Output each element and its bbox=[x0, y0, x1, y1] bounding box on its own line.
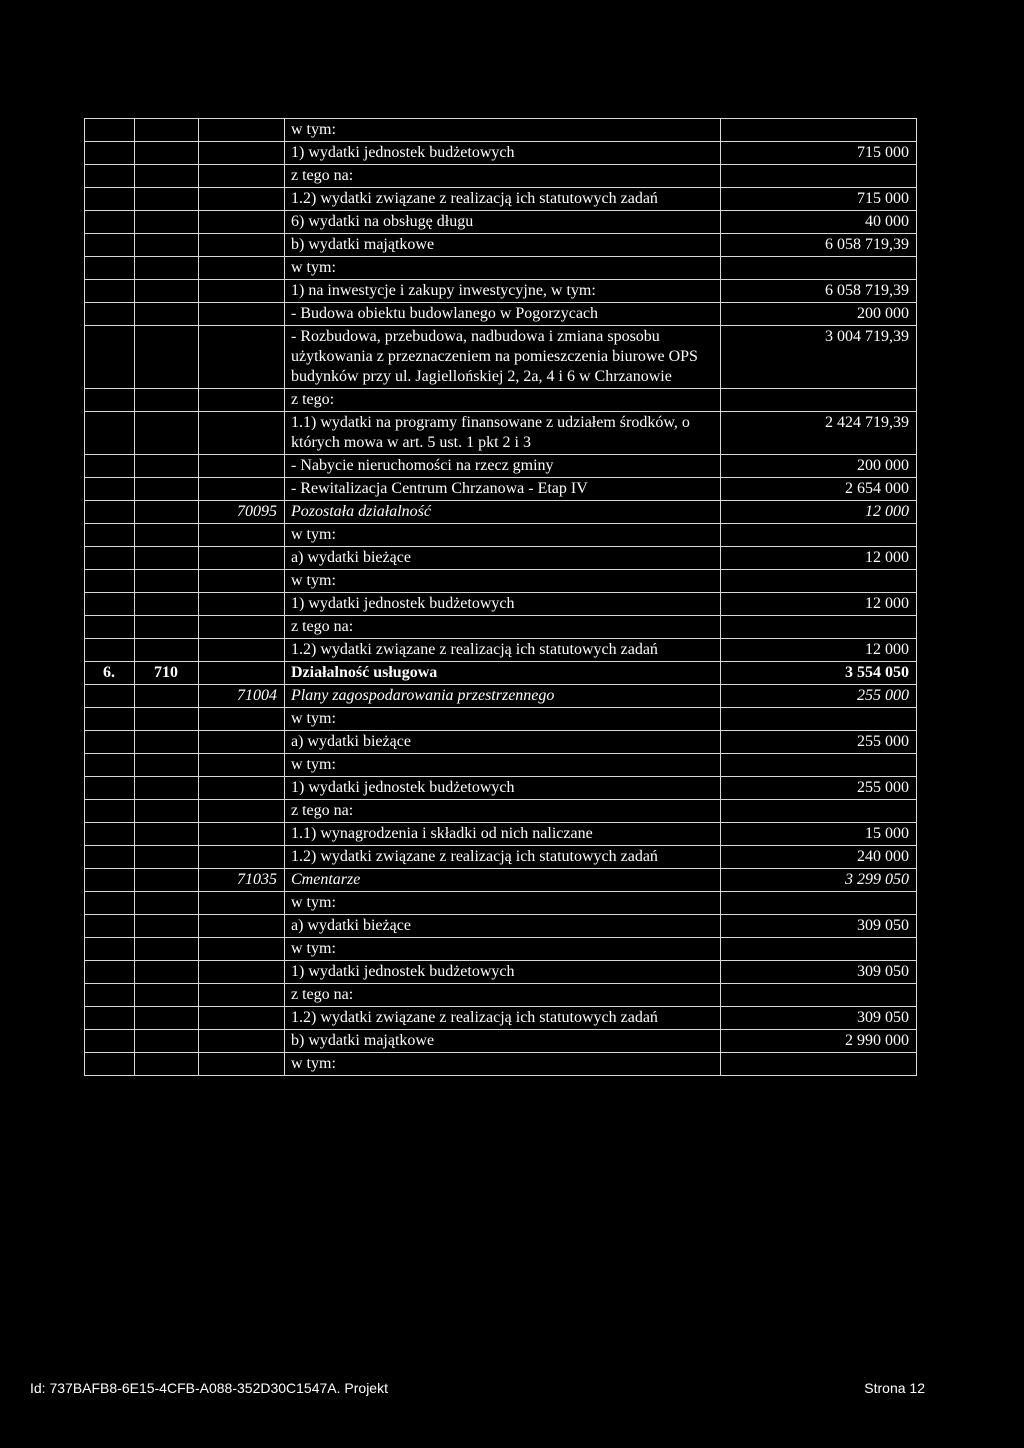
description-cell: Działalność usługowa bbox=[285, 662, 721, 685]
rozdzial-cell bbox=[199, 593, 285, 616]
table-row bbox=[85, 754, 917, 777]
description-cell: 1) wydatki jednostek budżetowych bbox=[285, 593, 721, 616]
rozdzial-cell bbox=[199, 616, 285, 639]
dzial-cell bbox=[135, 708, 199, 731]
table-row bbox=[85, 1007, 917, 1030]
description-cell: - Nabycie nieruchomości na rzecz gminy bbox=[285, 455, 721, 478]
dzial-cell bbox=[135, 892, 199, 915]
dzial-cell bbox=[135, 547, 199, 570]
lp-cell bbox=[85, 685, 135, 708]
dzial-cell bbox=[135, 639, 199, 662]
rozdzial-cell bbox=[199, 524, 285, 547]
amount-cell bbox=[721, 389, 917, 412]
description-cell: 1) wydatki jednostek budżetowych bbox=[285, 142, 721, 165]
amount-cell: 240 000 bbox=[721, 846, 917, 869]
table-row bbox=[85, 915, 917, 938]
dzial-cell bbox=[135, 326, 199, 389]
dzial-cell bbox=[135, 961, 199, 984]
table-row bbox=[85, 234, 917, 257]
rozdzial-cell bbox=[199, 800, 285, 823]
amount-cell bbox=[721, 524, 917, 547]
rozdzial-cell: 71004 bbox=[199, 685, 285, 708]
lp-cell bbox=[85, 234, 135, 257]
description-cell: - Rewitalizacja Centrum Chrzanowa - Etap IV bbox=[285, 478, 721, 501]
rozdzial-cell bbox=[199, 1053, 285, 1076]
lp-cell bbox=[85, 892, 135, 915]
dzial-cell bbox=[135, 1030, 199, 1053]
lp-cell bbox=[85, 846, 135, 869]
dzial-cell bbox=[135, 389, 199, 412]
rozdzial-cell bbox=[199, 412, 285, 455]
amount-cell bbox=[721, 938, 917, 961]
page-number: Strona 12 bbox=[864, 1380, 925, 1396]
dzial-cell bbox=[135, 1053, 199, 1076]
rozdzial-cell bbox=[199, 455, 285, 478]
description-cell: z tego na: bbox=[285, 984, 721, 1007]
dzial-cell bbox=[135, 616, 199, 639]
lp-cell bbox=[85, 984, 135, 1007]
table-row bbox=[85, 165, 917, 188]
amount-cell: 12 000 bbox=[721, 639, 917, 662]
amount-cell: 3 004 719,39 bbox=[721, 326, 917, 389]
amount-cell: 715 000 bbox=[721, 188, 917, 211]
dzial-cell bbox=[135, 570, 199, 593]
lp-cell bbox=[85, 188, 135, 211]
rozdzial-cell bbox=[199, 846, 285, 869]
lp-cell bbox=[85, 524, 135, 547]
description-cell: a) wydatki bieżące bbox=[285, 915, 721, 938]
dzial-cell bbox=[135, 524, 199, 547]
lp-cell bbox=[85, 389, 135, 412]
dzial-cell bbox=[135, 1007, 199, 1030]
rozdzial-cell bbox=[199, 119, 285, 142]
table-row bbox=[85, 731, 917, 754]
description-cell: w tym: bbox=[285, 570, 721, 593]
description-cell: Cmentarze bbox=[285, 869, 721, 892]
rozdzial-cell bbox=[199, 1007, 285, 1030]
description-cell: 1) wydatki jednostek budżetowych bbox=[285, 961, 721, 984]
amount-cell: 309 050 bbox=[721, 961, 917, 984]
description-cell: 1.2) wydatki związane z realizacją ich statutowych zadań bbox=[285, 1007, 721, 1030]
description-cell: z tego na: bbox=[285, 800, 721, 823]
amount-cell: 3 554 050 bbox=[721, 662, 917, 685]
lp-cell bbox=[85, 800, 135, 823]
description-cell: b) wydatki majątkowe bbox=[285, 234, 721, 257]
rozdzial-cell bbox=[199, 639, 285, 662]
table-row bbox=[85, 800, 917, 823]
rozdzial-cell bbox=[199, 547, 285, 570]
amount-cell: 715 000 bbox=[721, 142, 917, 165]
lp-cell bbox=[85, 708, 135, 731]
rozdzial-cell: 70095 bbox=[199, 501, 285, 524]
rozdzial-cell bbox=[199, 211, 285, 234]
dzial-cell bbox=[135, 257, 199, 280]
lp-cell bbox=[85, 754, 135, 777]
amount-cell bbox=[721, 570, 917, 593]
amount-cell: 12 000 bbox=[721, 501, 917, 524]
table-row bbox=[85, 257, 917, 280]
lp-cell bbox=[85, 1053, 135, 1076]
dzial-cell: 710 bbox=[135, 662, 199, 685]
rozdzial-cell bbox=[199, 938, 285, 961]
amount-cell bbox=[721, 119, 917, 142]
description-cell: w tym: bbox=[285, 119, 721, 142]
rozdzial-cell: 71035 bbox=[199, 869, 285, 892]
rozdzial-cell bbox=[199, 1030, 285, 1053]
rozdzial-cell bbox=[199, 165, 285, 188]
rozdzial-cell bbox=[199, 777, 285, 800]
amount-cell bbox=[721, 1053, 917, 1076]
lp-cell bbox=[85, 616, 135, 639]
lp-cell bbox=[85, 326, 135, 389]
amount-cell bbox=[721, 754, 917, 777]
table-row bbox=[85, 501, 917, 524]
lp-cell bbox=[85, 823, 135, 846]
dzial-cell bbox=[135, 823, 199, 846]
dzial-cell bbox=[135, 142, 199, 165]
dzial-cell bbox=[135, 800, 199, 823]
rozdzial-cell bbox=[199, 257, 285, 280]
amount-cell: 255 000 bbox=[721, 777, 917, 800]
rozdzial-cell bbox=[199, 892, 285, 915]
amount-cell: 200 000 bbox=[721, 455, 917, 478]
dzial-cell bbox=[135, 938, 199, 961]
budget-table-body bbox=[85, 119, 917, 1076]
table-row bbox=[85, 846, 917, 869]
rozdzial-cell bbox=[199, 303, 285, 326]
table-row bbox=[85, 777, 917, 800]
lp-cell bbox=[85, 478, 135, 501]
dzial-cell bbox=[135, 478, 199, 501]
rozdzial-cell bbox=[199, 984, 285, 1007]
dzial-cell bbox=[135, 188, 199, 211]
table-row bbox=[85, 961, 917, 984]
rozdzial-cell bbox=[199, 478, 285, 501]
dzial-cell bbox=[135, 593, 199, 616]
amount-cell: 309 050 bbox=[721, 1007, 917, 1030]
amount-cell: 12 000 bbox=[721, 593, 917, 616]
amount-cell: 2 424 719,39 bbox=[721, 412, 917, 455]
table-row bbox=[85, 685, 917, 708]
amount-cell bbox=[721, 708, 917, 731]
table-row bbox=[85, 639, 917, 662]
lp-cell bbox=[85, 119, 135, 142]
description-cell: b) wydatki majątkowe bbox=[285, 1030, 721, 1053]
description-cell: - Rozbudowa, przebudowa, nadbudowa i zmiana sposobu użytkowania z przeznaczeniem na pomieszczenia biurowe OPS budynków przy ul. Jagiellońskiej 2, 2a, 4 i 6 w Chrzanowie bbox=[285, 326, 721, 389]
description-cell: w tym: bbox=[285, 1053, 721, 1076]
table-row bbox=[85, 570, 917, 593]
description-cell: z tego: bbox=[285, 389, 721, 412]
table-row bbox=[85, 326, 917, 389]
table-row bbox=[85, 303, 917, 326]
table-row bbox=[85, 524, 917, 547]
rozdzial-cell bbox=[199, 389, 285, 412]
rozdzial-cell bbox=[199, 188, 285, 211]
lp-cell bbox=[85, 547, 135, 570]
rozdzial-cell bbox=[199, 570, 285, 593]
rozdzial-cell bbox=[199, 731, 285, 754]
description-cell: Pozostała działalność bbox=[285, 501, 721, 524]
description-cell: w tym: bbox=[285, 892, 721, 915]
amount-cell: 40 000 bbox=[721, 211, 917, 234]
dzial-cell bbox=[135, 412, 199, 455]
rozdzial-cell bbox=[199, 961, 285, 984]
dzial-cell bbox=[135, 303, 199, 326]
amount-cell: 3 299 050 bbox=[721, 869, 917, 892]
description-cell: - Budowa obiektu budowlanego w Pogorzycach bbox=[285, 303, 721, 326]
rozdzial-cell bbox=[199, 708, 285, 731]
description-cell: 1.1) wydatki na programy finansowane z udziałem środków, o których mowa w art. 5 ust. 1 pkt 2 i 3 bbox=[285, 412, 721, 455]
rozdzial-cell bbox=[199, 915, 285, 938]
table-row bbox=[85, 938, 917, 961]
lp-cell bbox=[85, 961, 135, 984]
dzial-cell bbox=[135, 846, 199, 869]
amount-cell: 255 000 bbox=[721, 685, 917, 708]
description-cell: a) wydatki bieżące bbox=[285, 731, 721, 754]
dzial-cell bbox=[135, 754, 199, 777]
lp-cell bbox=[85, 869, 135, 892]
dzial-cell bbox=[135, 777, 199, 800]
lp-cell bbox=[85, 938, 135, 961]
budget-table bbox=[84, 118, 917, 1076]
amount-cell: 6 058 719,39 bbox=[721, 280, 917, 303]
dzial-cell bbox=[135, 455, 199, 478]
amount-cell: 309 050 bbox=[721, 915, 917, 938]
lp-cell bbox=[85, 777, 135, 800]
lp-cell bbox=[85, 1007, 135, 1030]
dzial-cell bbox=[135, 165, 199, 188]
lp-cell bbox=[85, 455, 135, 478]
amount-cell bbox=[721, 800, 917, 823]
table-row bbox=[85, 412, 917, 455]
lp-cell bbox=[85, 915, 135, 938]
table-row bbox=[85, 142, 917, 165]
table-row bbox=[85, 389, 917, 412]
lp-cell bbox=[85, 280, 135, 303]
lp-cell bbox=[85, 731, 135, 754]
lp-cell bbox=[85, 211, 135, 234]
table-row bbox=[85, 478, 917, 501]
table-row bbox=[85, 455, 917, 478]
lp-cell bbox=[85, 593, 135, 616]
table-row bbox=[85, 211, 917, 234]
dzial-cell bbox=[135, 234, 199, 257]
amount-cell: 2 654 000 bbox=[721, 478, 917, 501]
dzial-cell bbox=[135, 211, 199, 234]
dzial-cell bbox=[135, 984, 199, 1007]
lp-cell bbox=[85, 165, 135, 188]
table-row bbox=[85, 119, 917, 142]
rozdzial-cell bbox=[199, 142, 285, 165]
rozdzial-cell bbox=[199, 823, 285, 846]
description-cell: w tym: bbox=[285, 524, 721, 547]
description-cell: z tego na: bbox=[285, 165, 721, 188]
amount-cell: 255 000 bbox=[721, 731, 917, 754]
lp-cell bbox=[85, 570, 135, 593]
description-cell: 1.1) wynagrodzenia i składki od nich naliczane bbox=[285, 823, 721, 846]
description-cell: z tego na: bbox=[285, 616, 721, 639]
amount-cell: 200 000 bbox=[721, 303, 917, 326]
dzial-cell bbox=[135, 685, 199, 708]
rozdzial-cell bbox=[199, 754, 285, 777]
lp-cell bbox=[85, 142, 135, 165]
dzial-cell bbox=[135, 731, 199, 754]
lp-cell bbox=[85, 501, 135, 524]
lp-cell bbox=[85, 639, 135, 662]
description-cell: w tym: bbox=[285, 257, 721, 280]
amount-cell bbox=[721, 892, 917, 915]
amount-cell: 2 990 000 bbox=[721, 1030, 917, 1053]
table-row bbox=[85, 547, 917, 570]
table-row bbox=[85, 1030, 917, 1053]
table-row bbox=[85, 593, 917, 616]
lp-cell bbox=[85, 1030, 135, 1053]
description-cell: 1.2) wydatki związane z realizacją ich statutowych zadań bbox=[285, 639, 721, 662]
lp-cell bbox=[85, 412, 135, 455]
description-cell: w tym: bbox=[285, 938, 721, 961]
description-cell: 1) na inwestycje i zakupy inwestycyjne, w tym: bbox=[285, 280, 721, 303]
table-row bbox=[85, 984, 917, 1007]
description-cell: 1) wydatki jednostek budżetowych bbox=[285, 777, 721, 800]
description-cell: 1.2) wydatki związane z realizacją ich statutowych zadań bbox=[285, 188, 721, 211]
table-row bbox=[85, 892, 917, 915]
lp-cell: 6. bbox=[85, 662, 135, 685]
rozdzial-cell bbox=[199, 234, 285, 257]
table-row bbox=[85, 662, 917, 685]
rozdzial-cell bbox=[199, 326, 285, 389]
table-row bbox=[85, 869, 917, 892]
amount-cell: 15 000 bbox=[721, 823, 917, 846]
dzial-cell bbox=[135, 915, 199, 938]
dzial-cell bbox=[135, 280, 199, 303]
rozdzial-cell bbox=[199, 280, 285, 303]
amount-cell: 12 000 bbox=[721, 547, 917, 570]
table-row bbox=[85, 188, 917, 211]
description-cell: a) wydatki bieżące bbox=[285, 547, 721, 570]
amount-cell bbox=[721, 616, 917, 639]
description-cell: w tym: bbox=[285, 754, 721, 777]
document-id: Id: 737BAFB8-6E15-4CFB-A088-352D30C1547A. Projekt bbox=[30, 1380, 388, 1396]
table-row bbox=[85, 823, 917, 846]
amount-cell: 6 058 719,39 bbox=[721, 234, 917, 257]
table-row bbox=[85, 708, 917, 731]
lp-cell bbox=[85, 257, 135, 280]
description-cell: Plany zagospodarowania przestrzennego bbox=[285, 685, 721, 708]
description-cell: 6) wydatki na obsługę długu bbox=[285, 211, 721, 234]
dzial-cell bbox=[135, 869, 199, 892]
amount-cell bbox=[721, 257, 917, 280]
amount-cell bbox=[721, 165, 917, 188]
dzial-cell bbox=[135, 501, 199, 524]
lp-cell bbox=[85, 303, 135, 326]
rozdzial-cell bbox=[199, 662, 285, 685]
description-cell: 1.2) wydatki związane z realizacją ich statutowych zadań bbox=[285, 846, 721, 869]
table-row bbox=[85, 280, 917, 303]
dzial-cell bbox=[135, 119, 199, 142]
description-cell: w tym: bbox=[285, 708, 721, 731]
amount-cell bbox=[721, 984, 917, 1007]
table-row bbox=[85, 1053, 917, 1076]
table-row bbox=[85, 616, 917, 639]
